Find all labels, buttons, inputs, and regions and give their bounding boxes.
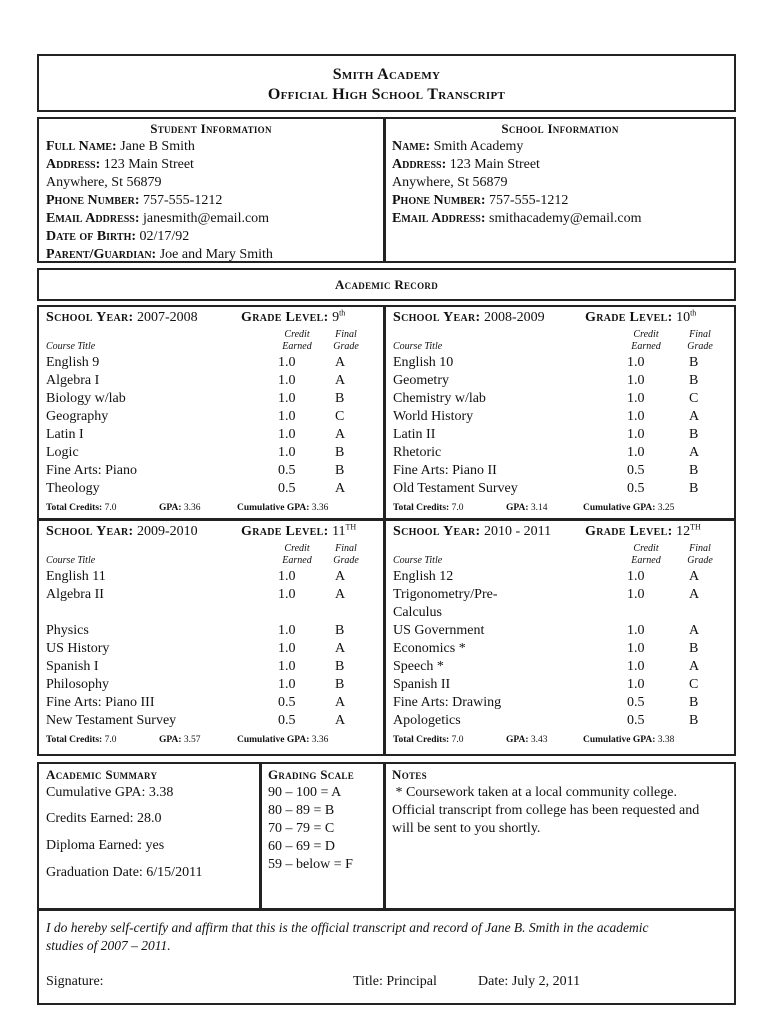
course-grade: B xyxy=(335,623,345,638)
year-box-3 xyxy=(37,519,385,756)
grade-level-suffix: th xyxy=(339,308,346,318)
credit-header-line2: Earned xyxy=(282,555,312,566)
grade-level-suffix: th xyxy=(690,308,697,318)
certification-date: Date: July 2, 2011 xyxy=(478,974,581,989)
grade-level-line xyxy=(241,309,345,327)
student-info-lines xyxy=(46,138,273,264)
cumulative-gpa-value: 3.38 xyxy=(657,735,675,745)
course-grade: B xyxy=(335,659,345,674)
course-title: Economics * xyxy=(393,641,466,656)
course-title: English 12 xyxy=(393,569,454,584)
cumulative-gpa-line xyxy=(237,502,328,514)
summary-graduation-date: Graduation Date: 6/15/2011 xyxy=(46,865,203,880)
course-title: Biology w/lab xyxy=(46,391,126,406)
notes-line-3: will be sent to you shortly. xyxy=(392,821,541,836)
school-name: Smith Academy xyxy=(332,66,441,83)
grade-scale-c: 70 – 79 = C xyxy=(268,821,335,836)
total-credits-value: 7.0 xyxy=(104,503,117,513)
school-year-line xyxy=(46,523,198,541)
course-grade: A xyxy=(689,623,700,638)
course-grade: B xyxy=(689,355,699,370)
notes-line-1: * Coursework taken at a local community college. xyxy=(392,785,677,800)
course-title: Trigonometry/Pre- xyxy=(393,587,498,602)
school-year-value: 2010 - 2011 xyxy=(483,524,552,539)
academic-summary-heading: Academic Summary xyxy=(46,767,158,782)
school-year-value: 2008-2009 xyxy=(483,310,545,325)
course-credit: 0.5 xyxy=(627,695,645,710)
total-credits-line xyxy=(393,734,463,746)
course-credit: 1.0 xyxy=(278,677,296,692)
course-credit: 1.0 xyxy=(627,427,645,442)
school-info-box xyxy=(384,117,736,263)
course-title: Physics xyxy=(46,623,89,638)
course-title: US History xyxy=(46,641,110,656)
student-info-heading: Student Information xyxy=(150,121,272,136)
grade-header-line2: Grade xyxy=(687,555,713,566)
course-grade: A xyxy=(335,569,346,584)
student-phone: 757-555-1212 xyxy=(143,193,223,208)
grading-scale-heading: Grading Scale xyxy=(268,767,354,782)
course-title: Geometry xyxy=(393,373,449,388)
course-credit: 1.0 xyxy=(278,659,296,674)
academic-record-title: Academic Record xyxy=(334,277,439,292)
student-guardian-line xyxy=(46,246,273,264)
year-box-4 xyxy=(384,519,736,756)
student-dob-label: Date of Birth: xyxy=(46,229,137,244)
transcript-header xyxy=(37,54,736,112)
course-title: Logic xyxy=(46,445,79,460)
year-box-1 xyxy=(37,305,385,520)
gpa-label: GPA: xyxy=(159,503,182,513)
course-credit: 1.0 xyxy=(627,641,645,656)
total-credits-line xyxy=(393,502,463,514)
course-grade: B xyxy=(689,463,699,478)
credit-header-line1: Credit xyxy=(284,329,310,340)
course-grade: C xyxy=(335,409,345,424)
school-year-label: School Year: xyxy=(46,310,134,325)
grade-level-line xyxy=(585,523,701,541)
course-grade: A xyxy=(335,695,346,710)
credit-header xyxy=(622,543,670,567)
student-guardian-label: Parent/Guardian: xyxy=(46,247,157,262)
student-address-label: Address: xyxy=(46,157,101,172)
year-box-2 xyxy=(384,305,736,520)
school-address-1: 123 Main Street xyxy=(449,157,540,172)
student-email: janesmith@email.com xyxy=(143,211,270,226)
course-credit: 1.0 xyxy=(627,391,645,406)
course-title: US Government xyxy=(393,623,485,638)
cumulative-gpa-label: Cumulative GPA: xyxy=(583,735,656,745)
credit-header-line1: Credit xyxy=(284,543,310,554)
course-grade: B xyxy=(689,695,699,710)
cumulative-gpa-line xyxy=(583,502,674,514)
course-title: English 10 xyxy=(393,355,454,370)
school-year-value: 2009-2010 xyxy=(136,524,198,539)
school-address-line xyxy=(392,156,642,174)
school-year-label: School Year: xyxy=(393,310,481,325)
academic-record-header xyxy=(37,268,736,301)
notes-heading: Notes xyxy=(392,767,427,782)
school-year-line xyxy=(46,309,198,327)
cumulative-gpa-line xyxy=(237,734,328,746)
school-year-label: School Year: xyxy=(393,524,481,539)
grading-scale-list xyxy=(268,784,353,874)
grade-level-line xyxy=(585,309,696,327)
school-email: smithacademy@email.com xyxy=(489,211,642,226)
grade-level-suffix: TH xyxy=(345,522,357,532)
grade-header xyxy=(329,543,363,567)
certification-box xyxy=(37,909,736,1005)
certification-statement-1: I do hereby self-certify and affirm that this is the official transcript and record of Jane B. Smith in the academic xyxy=(46,920,649,935)
signature-label: Signature: xyxy=(46,974,104,989)
course-grade: A xyxy=(335,355,346,370)
course-title: English 11 xyxy=(46,569,106,584)
total-credits-label: Total Credits: xyxy=(393,503,450,513)
grade-header-line1: Final xyxy=(335,543,357,554)
grade-header-line2: Grade xyxy=(333,555,359,566)
student-email-line xyxy=(46,210,273,228)
grade-level-label: Grade Level: xyxy=(585,524,673,539)
course-grade: A xyxy=(689,659,700,674)
student-phone-line xyxy=(46,192,273,210)
course-title: Algebra II xyxy=(46,587,104,602)
grade-scale-d: 60 – 69 = D xyxy=(268,839,336,854)
grade-level-label: Grade Level: xyxy=(241,310,329,325)
course-credit: 0.5 xyxy=(278,463,296,478)
cumulative-gpa-line xyxy=(583,734,674,746)
grade-scale-b: 80 – 89 = B xyxy=(268,803,335,818)
school-email-line xyxy=(392,210,642,228)
course-grade: B xyxy=(335,445,345,460)
cumulative-gpa-value: 3.36 xyxy=(311,735,329,745)
grade-level-line xyxy=(241,523,356,541)
course-title: World History xyxy=(393,409,474,424)
course-credit: 1.0 xyxy=(627,659,645,674)
school-year-label: School Year: xyxy=(46,524,134,539)
course-title: English 9 xyxy=(46,355,100,370)
student-info-box xyxy=(37,117,385,263)
course-title: Rhetoric xyxy=(393,445,442,460)
course-grade: C xyxy=(689,677,699,692)
student-address-1: 123 Main Street xyxy=(103,157,194,172)
grade-scale-a: 90 – 100 = A xyxy=(268,785,342,800)
course-grade: C xyxy=(689,391,699,406)
student-phone-label: Phone Number: xyxy=(46,193,140,208)
credit-header-line1: Credit xyxy=(633,329,659,340)
grade-header xyxy=(683,329,717,353)
notes-box xyxy=(384,762,736,910)
course-credit: 1.0 xyxy=(627,623,645,638)
course-grade: B xyxy=(689,713,699,728)
course-grade: B xyxy=(335,463,345,478)
student-guardian: Joe and Mary Smith xyxy=(159,247,273,262)
course-credit: 1.0 xyxy=(627,355,645,370)
grade-header-line2: Grade xyxy=(333,341,359,352)
grade-level-value: 9 xyxy=(332,310,340,325)
credit-header xyxy=(622,329,670,353)
course-title: Old Testament Survey xyxy=(393,481,518,496)
course-credit: 0.5 xyxy=(278,695,296,710)
course-grade: A xyxy=(689,445,700,460)
course-credit: 1.0 xyxy=(278,355,296,370)
credit-header-line1: Credit xyxy=(633,543,659,554)
gpa-line xyxy=(159,734,201,746)
course-grade: A xyxy=(335,641,346,656)
course-grade: A xyxy=(335,713,346,728)
course-credit: 0.5 xyxy=(627,463,645,478)
gpa-value: 3.14 xyxy=(530,503,548,513)
course-grade: B xyxy=(689,373,699,388)
document-title: Official High School Transcript xyxy=(267,86,506,103)
course-grade: A xyxy=(689,587,700,602)
grade-header xyxy=(329,329,363,353)
course-title: New Testament Survey xyxy=(46,713,177,728)
course-title: Spanish I xyxy=(46,659,99,674)
course-title: Chemistry w/lab xyxy=(393,391,486,406)
grade-level-value: 12 xyxy=(676,524,691,539)
total-credits-label: Total Credits: xyxy=(393,735,450,745)
grade-level-label: Grade Level: xyxy=(241,524,329,539)
total-credits-line xyxy=(46,502,116,514)
school-year-line xyxy=(393,309,545,327)
course-credit: 1.0 xyxy=(278,391,296,406)
student-dob-line xyxy=(46,228,273,246)
cumulative-gpa-value: 3.36 xyxy=(311,503,329,513)
grade-level-value: 11 xyxy=(332,524,346,539)
student-address-2: Anywhere, St 56879 xyxy=(46,175,162,190)
school-info-lines xyxy=(392,138,642,228)
course-credit: 0.5 xyxy=(278,481,296,496)
course-grade: B xyxy=(689,641,699,656)
course-credit: 1.0 xyxy=(627,569,645,584)
gpa-value: 3.57 xyxy=(183,735,201,745)
total-credits-label: Total Credits: xyxy=(46,735,103,745)
school-phone-line xyxy=(392,192,642,210)
school-year-line xyxy=(393,523,551,541)
course-credit: 1.0 xyxy=(627,445,645,460)
school-phone-label: Phone Number: xyxy=(392,193,486,208)
course-grade: A xyxy=(335,427,346,442)
course-title: Algebra I xyxy=(46,373,100,388)
total-credits-value: 7.0 xyxy=(451,735,464,745)
total-credits-value: 7.0 xyxy=(104,735,117,745)
course-title: Philosophy xyxy=(46,677,110,692)
school-name-line xyxy=(392,138,642,156)
grade-header-line1: Final xyxy=(689,329,711,340)
course-credit: 1.0 xyxy=(278,569,296,584)
cumulative-gpa-label: Cumulative GPA: xyxy=(237,503,310,513)
student-name: Jane B Smith xyxy=(120,139,195,154)
summary-diploma: Diploma Earned: yes xyxy=(46,838,165,853)
course-title: Theology xyxy=(46,481,100,496)
gpa-line xyxy=(506,734,548,746)
cumulative-gpa-label: Cumulative GPA: xyxy=(237,735,310,745)
grade-level-value: 10 xyxy=(676,310,691,325)
summary-cumulative-gpa: Cumulative GPA: 3.38 xyxy=(46,785,174,800)
cumulative-gpa-value: 3.25 xyxy=(657,503,675,513)
cumulative-gpa-label: Cumulative GPA: xyxy=(583,503,656,513)
credit-header-line2: Earned xyxy=(282,341,312,352)
course-grade: A xyxy=(335,373,346,388)
grade-header xyxy=(683,543,717,567)
course-title: Fine Arts: Piano xyxy=(46,463,138,478)
grade-level-label: Grade Level: xyxy=(585,310,673,325)
course-credit: 1.0 xyxy=(278,587,296,602)
course-grade: A xyxy=(335,481,346,496)
student-address-line xyxy=(46,156,273,174)
course-title: Apologetics xyxy=(393,713,461,728)
course-title-header: Course Title xyxy=(393,341,443,352)
certifier-title: Title: Principal xyxy=(353,974,437,989)
course-credit: 1.0 xyxy=(278,409,296,424)
total-credits-line xyxy=(46,734,116,746)
credit-header xyxy=(273,543,321,567)
course-credit: 0.5 xyxy=(627,481,645,496)
course-grade: A xyxy=(689,569,700,584)
course-credit: 1.0 xyxy=(627,677,645,692)
credit-header xyxy=(273,329,321,353)
student-name-label: Full Name: xyxy=(46,139,117,154)
student-email-label: Email Address: xyxy=(46,211,140,226)
grade-header-line2: Grade xyxy=(687,341,713,352)
total-credits-value: 7.0 xyxy=(451,503,464,513)
course-title: Latin II xyxy=(393,427,436,442)
notes-line-2: Official transcript from college has been requested and xyxy=(392,803,700,818)
course-credit: 1.0 xyxy=(627,409,645,424)
course-title-header: Course Title xyxy=(393,555,443,566)
school-email-label: Email Address: xyxy=(392,211,486,226)
gpa-value: 3.36 xyxy=(183,503,201,513)
school-info-name: Smith Academy xyxy=(433,139,524,154)
school-address-label: Address: xyxy=(392,157,447,172)
grading-scale-box xyxy=(260,762,385,910)
course-title: Fine Arts: Piano II xyxy=(393,463,497,478)
course-credit: 1.0 xyxy=(278,623,296,638)
gpa-label: GPA: xyxy=(506,735,529,745)
credit-header-line2: Earned xyxy=(631,555,661,566)
course-grade: A xyxy=(689,409,700,424)
school-name-label: Name: xyxy=(392,139,431,154)
total-credits-label: Total Credits: xyxy=(46,503,103,513)
course-grade: B xyxy=(689,481,699,496)
academic-summary-box xyxy=(37,762,261,910)
course-credit: 1.0 xyxy=(278,427,296,442)
course-credit: 1.0 xyxy=(627,587,645,602)
grade-header-line1: Final xyxy=(689,543,711,554)
student-name-line xyxy=(46,138,273,156)
course-title: Calculus xyxy=(393,605,442,620)
course-credit: 1.0 xyxy=(278,445,296,460)
summary-credits-earned: Credits Earned: 28.0 xyxy=(46,811,162,826)
credit-header-line2: Earned xyxy=(631,341,661,352)
grade-level-suffix: TH xyxy=(690,522,701,532)
course-credit: 1.0 xyxy=(278,373,296,388)
course-credit: 1.0 xyxy=(278,641,296,656)
grade-scale-f: 59 – below = F xyxy=(268,857,353,872)
grade-header-line1: Final xyxy=(335,329,357,340)
student-dob: 02/17/92 xyxy=(139,229,190,244)
gpa-line xyxy=(159,502,201,514)
course-title: Geography xyxy=(46,409,109,424)
gpa-line xyxy=(506,502,548,514)
gpa-label: GPA: xyxy=(159,735,182,745)
school-info-heading: School Information xyxy=(501,121,619,136)
course-grade: B xyxy=(335,677,345,692)
course-credit: 1.0 xyxy=(627,373,645,388)
course-credit: 0.5 xyxy=(278,713,296,728)
course-title-header: Course Title xyxy=(46,341,96,352)
course-credit: 0.5 xyxy=(627,713,645,728)
school-phone: 757-555-1212 xyxy=(489,193,569,208)
school-year-value: 2007-2008 xyxy=(136,310,198,325)
school-address-2: Anywhere, St 56879 xyxy=(392,175,508,190)
gpa-label: GPA: xyxy=(506,503,529,513)
course-title-header: Course Title xyxy=(46,555,96,566)
course-grade: B xyxy=(335,391,345,406)
course-title: Speech * xyxy=(393,659,444,674)
certification-statement-2: studies of 2007 – 2011. xyxy=(46,938,171,953)
course-grade: A xyxy=(335,587,346,602)
course-grade: B xyxy=(689,427,699,442)
course-title: Fine Arts: Drawing xyxy=(393,695,502,710)
course-title: Latin I xyxy=(46,427,84,442)
course-title: Spanish II xyxy=(393,677,451,692)
course-title: Fine Arts: Piano III xyxy=(46,695,155,710)
gpa-value: 3.43 xyxy=(530,735,548,745)
